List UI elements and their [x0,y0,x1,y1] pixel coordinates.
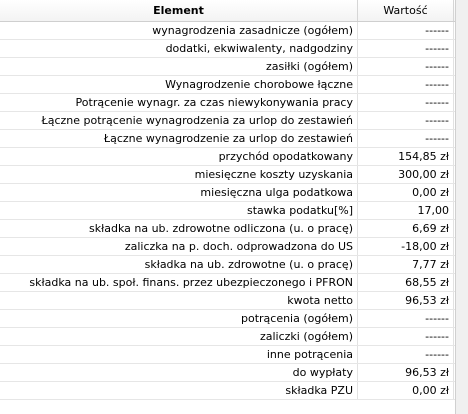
value-cell: 300,00 zł [358,166,454,183]
element-cell: składka na ub. zdrowotne (u. o pracę) [0,256,358,273]
table-row[interactable] [0,76,455,94]
table-row[interactable] [0,328,455,346]
element-cell: składka na ub. zdrowotne odliczona (u. o pracę) [0,220,358,237]
value-cell: ------ [358,346,454,363]
value-cell: ------ [358,130,454,147]
element-cell: kwota netto [0,292,358,309]
value-cell: 7,77 zł [358,256,454,273]
value-cell: 0,00 zł [358,382,454,399]
table-row[interactable] [0,184,455,202]
value-cell: ------ [358,58,454,75]
element-cell: miesięczna ulga podatkowa [0,184,358,201]
table-row[interactable] [0,310,455,328]
table-row[interactable] [0,112,455,130]
table-row[interactable] [0,238,455,256]
element-cell: Łączne potrącenie wynagrodzenia za urlop do zestawień [0,112,358,129]
value-cell: ------ [358,94,454,111]
table-row[interactable] [0,274,455,292]
value-cell: ------ [358,40,454,57]
element-cell: zaliczka na p. doch. odprowadzona do US [0,238,358,255]
table-row[interactable] [0,346,455,364]
element-cell: dodatki, ekwiwalenty, nadgodziny [0,40,358,57]
table-row[interactable] [0,364,455,382]
table-row[interactable] [0,58,455,76]
value-cell: ------ [358,22,454,39]
column-header-element[interactable]: Element [0,0,358,21]
element-cell: miesięczne koszty uzyskania [0,166,358,183]
table-row[interactable] [0,130,455,148]
element-cell: składka na ub. społ. finans. przez ubezpieczonego i PFRON [0,274,358,291]
element-cell: do wypłaty [0,364,358,381]
element-cell: Potrącenie wynagr. za czas niewykonywania pracy [0,94,358,111]
element-cell: zasiłki (ogółem) [0,58,358,75]
table-row[interactable] [0,40,455,58]
element-cell: składka PZU [0,382,358,399]
value-cell: 17,00 [358,202,454,219]
table-body [0,22,455,400]
table-row[interactable] [0,148,455,166]
value-cell: ------ [358,112,454,129]
column-header-value[interactable]: Wartość [358,0,454,21]
value-cell: ------ [358,310,454,327]
table-row[interactable] [0,220,455,238]
table-row[interactable] [0,292,455,310]
value-cell: 96,53 zł [358,364,454,381]
table-row[interactable] [0,256,455,274]
element-cell: wynagrodzenia zasadnicze (ogółem) [0,22,358,39]
value-cell: ------ [358,76,454,93]
table-row[interactable] [0,22,455,40]
element-cell: zaliczki (ogółem) [0,328,358,345]
element-cell: przychód opodatkowany [0,148,358,165]
element-cell: Łączne wynagrodzenie za urlop do zestawień [0,130,358,147]
value-cell: -18,00 zł [358,238,454,255]
value-cell: 96,53 zł [358,292,454,309]
value-cell: 0,00 zł [358,184,454,201]
element-cell: potrącenia (ogółem) [0,310,358,327]
table-header [0,0,455,22]
table-row[interactable] [0,202,455,220]
value-cell: ------ [358,328,454,345]
element-cell: stawka podatku[%] [0,202,358,219]
value-cell: 6,69 zł [358,220,454,237]
table-row[interactable] [0,94,455,112]
element-cell: Wynagrodzenie chorobowe łączne [0,76,358,93]
table-row[interactable] [0,382,455,400]
value-cell: 154,85 zł [358,148,454,165]
value-cell: 68,55 zł [358,274,454,291]
element-cell: inne potrącenia [0,346,358,363]
scrollbar-track[interactable] [456,0,468,414]
table-row[interactable] [0,166,455,184]
